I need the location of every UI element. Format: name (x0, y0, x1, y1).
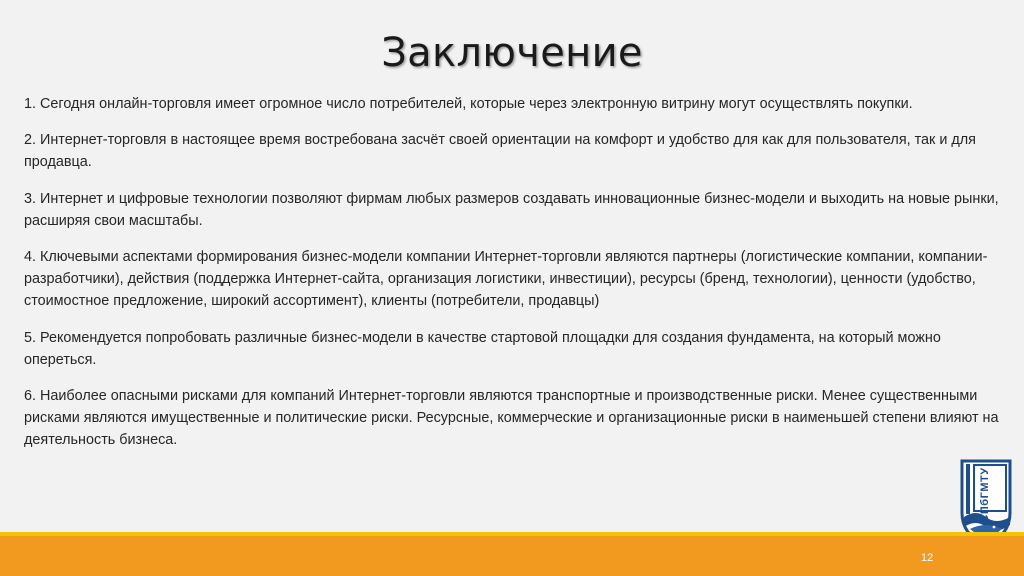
logo-text: СПбГМТУ (979, 467, 991, 523)
conclusion-item-1: 1. Сегодня онлайн-торговля имеет огромное число потребителей, которые через электронную витрину могут осуществлять покупки. (24, 96, 913, 112)
footer-bar (0, 536, 1024, 576)
conclusion-item-4: 4. Ключевыми аспектами формирования бизнес-модели компании Интернет-торговли являются партнеры (логистические компании, компании-разработчики), действия (поддержка Интернет-сайта, организация логистики, инвестиции), ресурсы (бренд, технологии), ценности (удобство, стоимостное предложение, широкий ассортимент), клиенты (потребители, продавцы) (24, 249, 988, 310)
conclusion-item-2: 2. Интернет-торговля в настоящее время востребована засчёт своей ориентации на комфорт и удобство для как для пользователя, так и для продавца. (24, 132, 976, 171)
conclusion-list (24, 93, 1009, 466)
conclusion-item-6: 6. Наиболее опасными рисками для компаний Интернет-торговли являются транспортные и производственные риски. Менее существенными рисками являются имущественные и политические риски. Ресурсные, коммерческие и организационные риски в наименьшей степени влияют на деятельность бизнеса. (24, 388, 999, 449)
page-number: 12 (921, 552, 934, 564)
conclusion-item-3: 3. Интернет и цифровые технологии позволяют фирмам любых размеров создавать инновационные бизнес-модели и выходить на новые рынки, расширяя свои масштабы. (24, 190, 999, 229)
conclusion-item-5: 5. Рекомендуется попробовать различные бизнес-модели в качестве стартовой площадки для создания фундамента, на который можно опереться. (24, 329, 941, 368)
slide-title: Заключение (381, 30, 643, 76)
